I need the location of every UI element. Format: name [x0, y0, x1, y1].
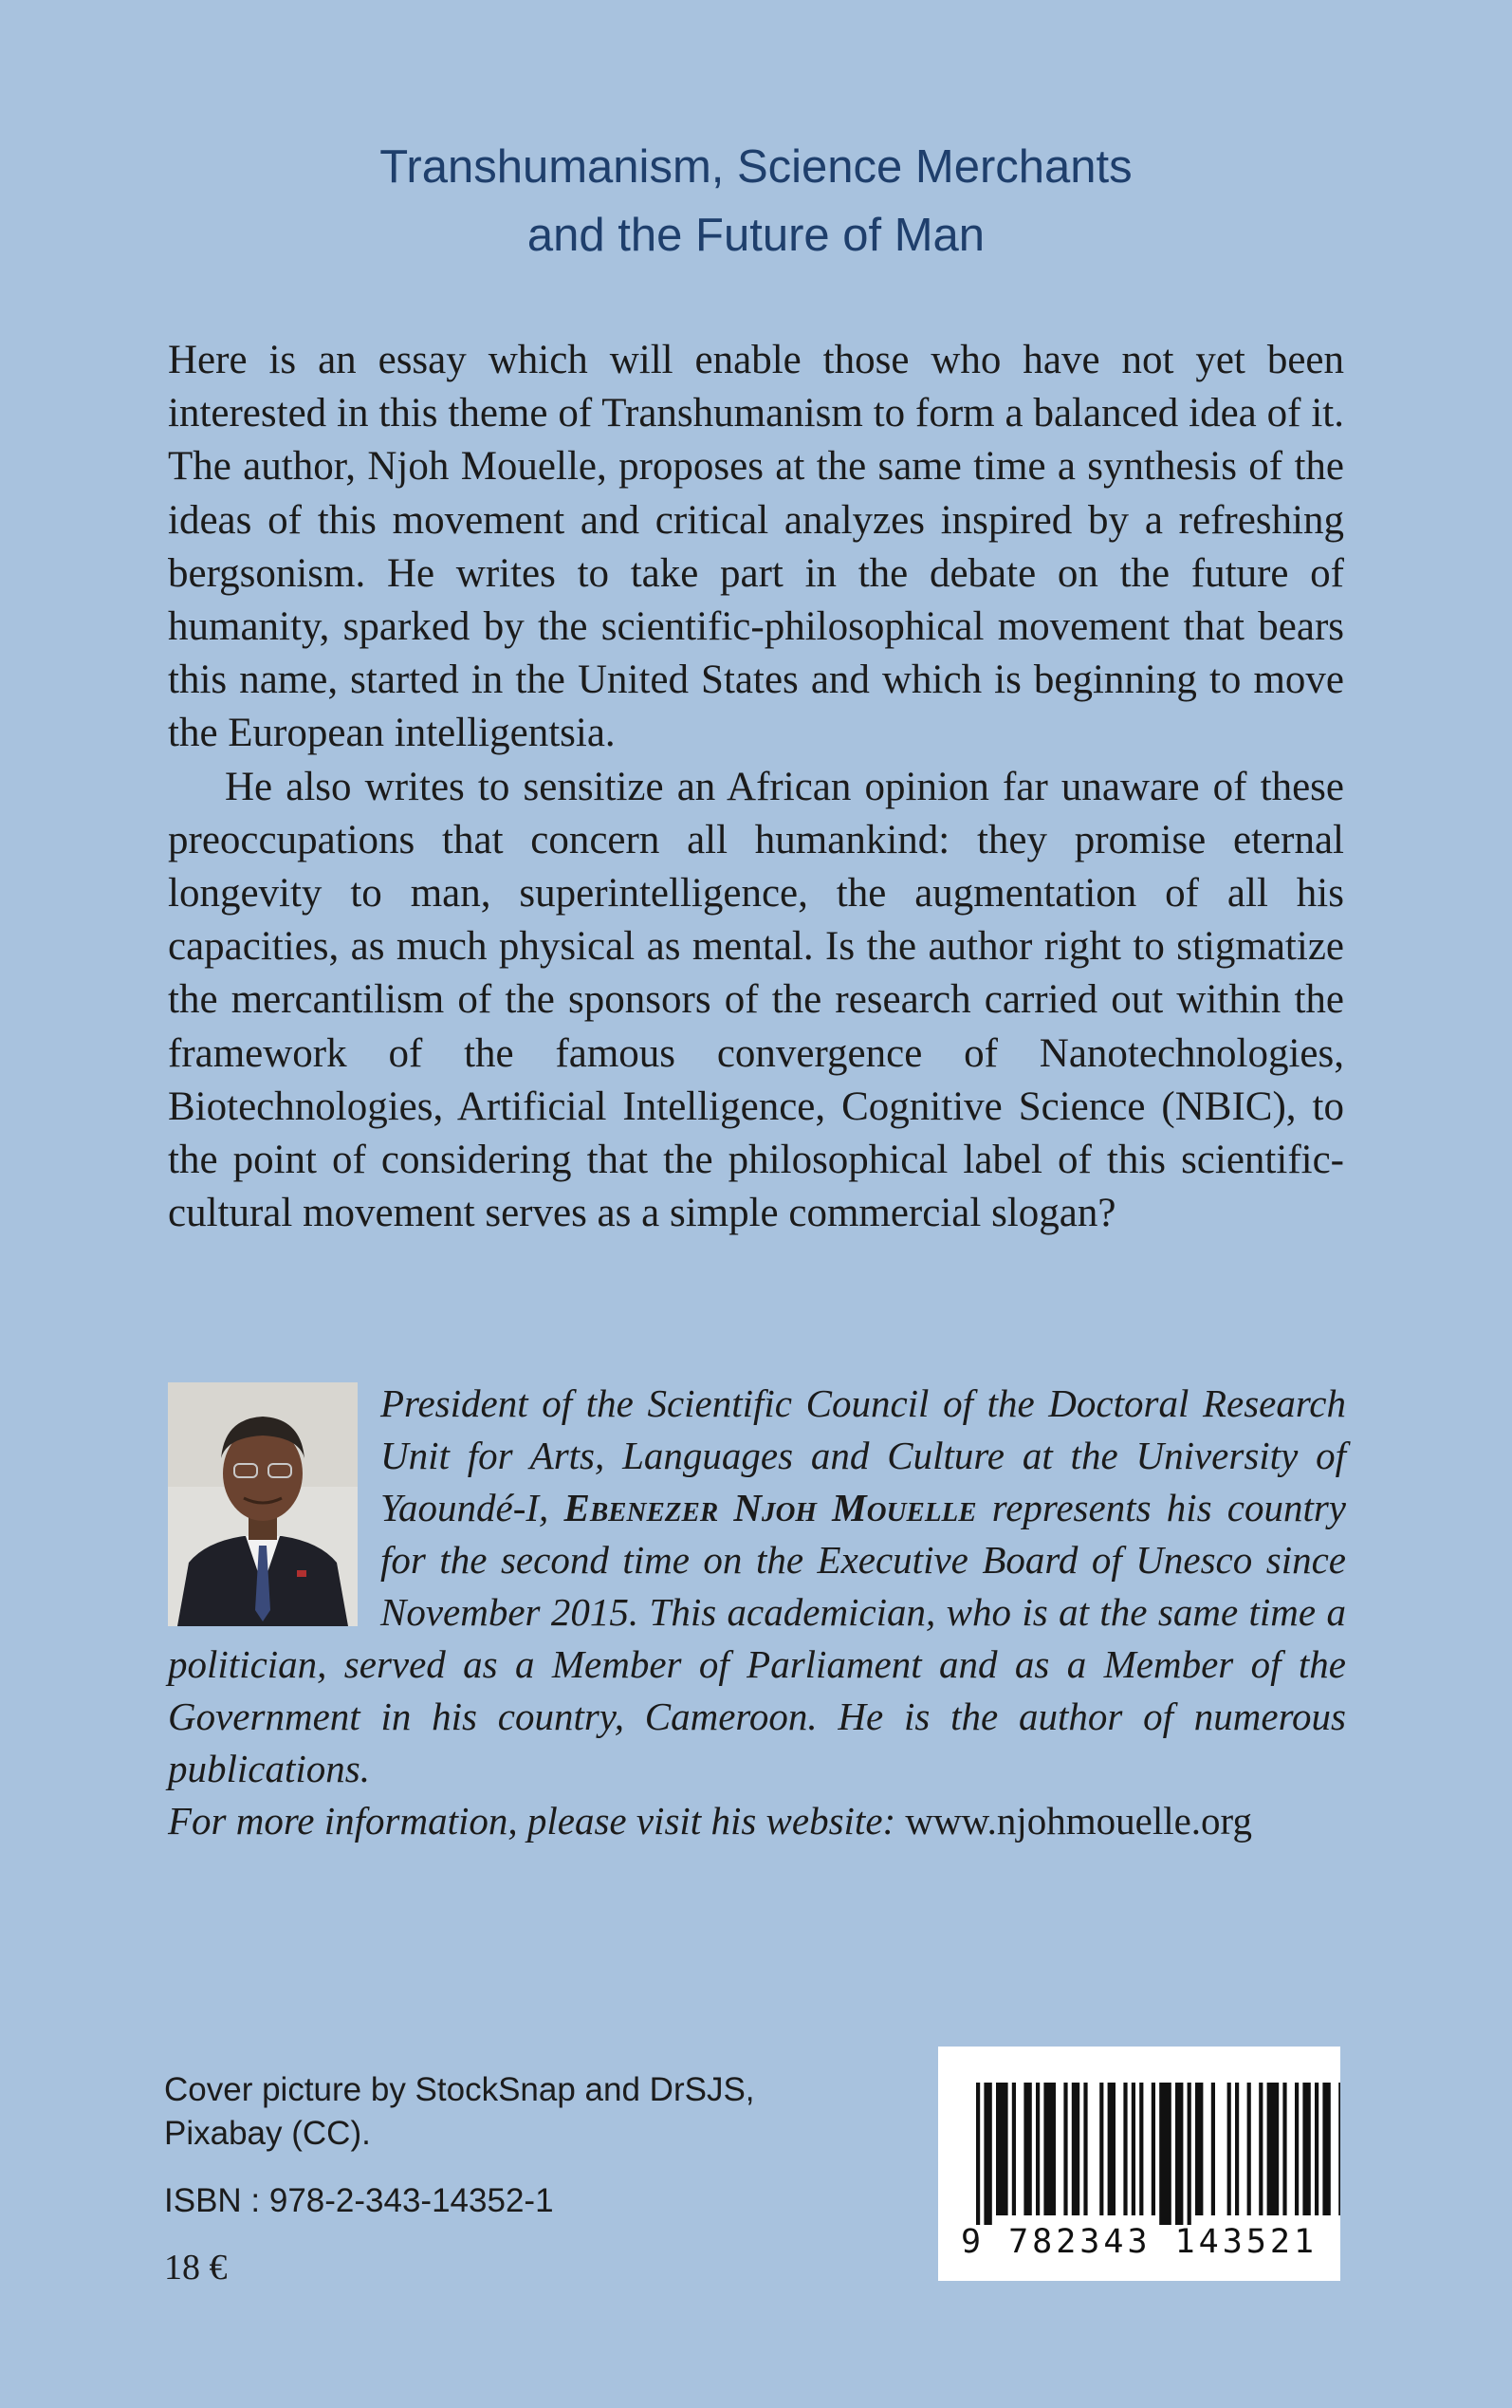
barcode-bar — [1259, 2083, 1263, 2215]
author-website-link[interactable]: www.njohmouelle.org — [905, 1799, 1252, 1843]
barcode-bar — [976, 2083, 980, 2225]
book-title-line-1: Transhumanism, Science Merchants — [379, 141, 1133, 193]
barcode-bar — [1295, 2083, 1299, 2215]
barcode-bar — [1315, 2083, 1318, 2215]
more-info-label: For more information, please visit his website: — [168, 1799, 906, 1843]
barcode-bar — [1302, 2083, 1310, 2215]
barcode-bar — [1195, 2083, 1203, 2215]
barcode-bar — [1211, 2083, 1215, 2215]
barcode-bar — [1188, 2083, 1191, 2225]
barcode-bar — [1247, 2083, 1251, 2215]
blurb-paragraph-2: He also writes to sensitize an African opinion far unaware of these preoccupations that concern all humankind: they promise eternal longevity to man, superintelligence, the augmentation of all his capacities, as much physical as mental. Is the author right to stigmatize the mercantilism of the sponsors of the research carried out within the framework of the famous convergence of Nanotechnologies, Biotechnologies, Artificial Intelligence, Cognitive Science (NBIC), to the point of considering that the philosophical label of this scientific-cultural movement serves as a simple commercial slogan? — [168, 764, 1344, 1236]
barcode-bar — [1282, 2083, 1286, 2215]
barcode-bar — [1036, 2083, 1040, 2215]
barcode-bar — [996, 2083, 1008, 2215]
barcode-bar — [1159, 2083, 1171, 2225]
barcode-bar — [1099, 2083, 1103, 2215]
author-name: Ebenezer Njoh Mouelle — [563, 1486, 977, 1529]
barcode-digits: 9 782343 143521 — [960, 2223, 1318, 2261]
barcode-bar — [1175, 2083, 1183, 2225]
blurb-paragraph-1: Here is an essay which will enable those who have not yet been interested in this theme of Transhumanism to form a balanced idea of it. The author, Njoh Mouelle, proposes at the same time a synthesis of the ideas of this movement and critical analyzes inspired by a refreshing bergsonism. He writes to take part in the debate on the future of humanity, sparked by the scientific-philosophical movement that bears this name, started in the United States and which is beginning to move the European intelligentsia. — [168, 338, 1344, 756]
book-blurb — [168, 334, 1344, 1240]
barcode-bar — [1338, 2083, 1340, 2215]
barcode-bar — [1072, 2083, 1079, 2215]
barcode-bar — [984, 2083, 991, 2225]
bio-text-part-2: represents his country for the second time on the Executive Board of Unesco since November 2015. This academician, who is at the same time a politician, served as a Member of Parliament and as a Member of the Government in his country, Cameroon. He is the author of numerous publications. — [168, 1486, 1346, 1790]
barcode-bar — [1043, 2083, 1056, 2215]
barcode-bar — [1063, 2083, 1067, 2215]
author-bio — [168, 1378, 1346, 1847]
credits-line-1: Cover picture by StockSnap and DrSJS, — [164, 2071, 755, 2108]
book-title-line-2: and the Future of Man — [526, 210, 986, 261]
barcode-bar — [1139, 2083, 1143, 2215]
barcode-bar — [1108, 2083, 1116, 2215]
barcode-bar — [1267, 2083, 1280, 2215]
barcode-bar — [1023, 2083, 1031, 2215]
barcode-bar — [1132, 2083, 1135, 2215]
barcode-bar — [1152, 2083, 1155, 2215]
cover-credits — [164, 2068, 755, 2156]
barcode — [938, 2047, 1340, 2281]
isbn: ISBN : 978-2-343-14352-1 — [164, 2182, 554, 2219]
credits-line-2: Pixabay (CC). — [164, 2115, 371, 2152]
price: 18 € — [164, 2248, 228, 2288]
barcode-bar — [1227, 2083, 1231, 2215]
book-title — [0, 133, 1512, 269]
barcode-bar — [1235, 2083, 1239, 2215]
bio-text-part-1: President of the Scientific Council of the Doctoral Research Unit for Arts, Languages and Culture at the University of Yaoundé-I, — [380, 1381, 1346, 1529]
barcode-bar — [1322, 2083, 1330, 2215]
barcode-bar — [1083, 2083, 1087, 2215]
barcode-bar — [1012, 2083, 1016, 2215]
barcode-bar — [1123, 2083, 1127, 2215]
